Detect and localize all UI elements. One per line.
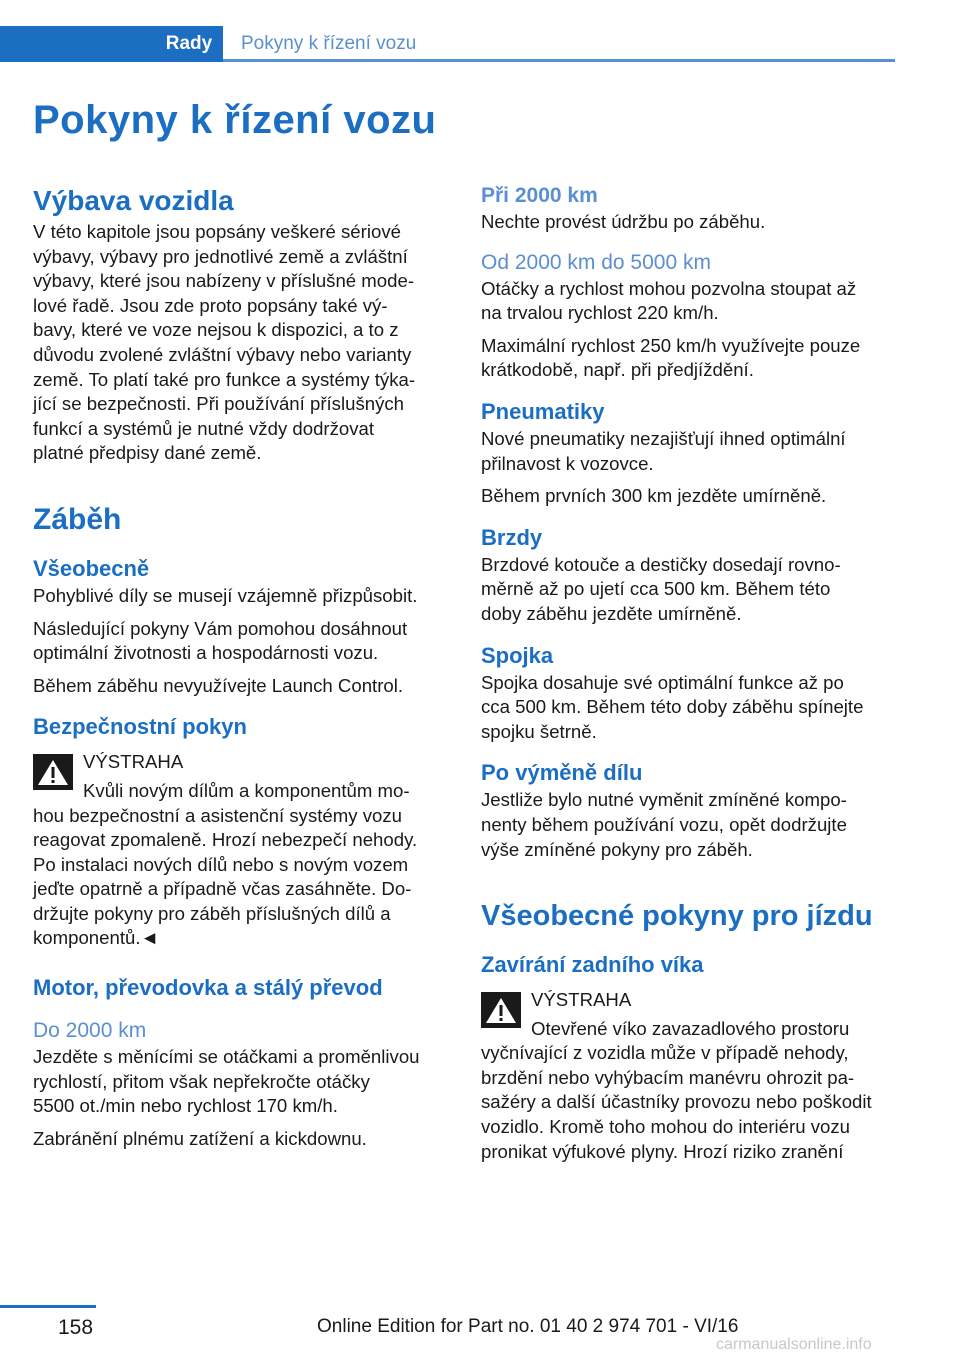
warning-label: VÝSTRAHA — [531, 989, 632, 1011]
heading-motor: Motor, převodovka a stálý převod — [33, 975, 383, 1001]
text-line: Nové pneumatiky nezajišťují ihned optimální — [481, 427, 846, 449]
heading-bezpecnostni-pokyn: Bezpečnostní pokyn — [33, 714, 247, 740]
text-line: Pohyblivé díly se musejí vzájemně přizpůsobit. — [33, 584, 418, 606]
text-line: jící se bezpečnosti. Při používání příslušných — [33, 393, 405, 415]
heading-vybava: Výbava vozidla — [33, 185, 234, 216]
heading-pri-2000-km: Při 2000 km — [481, 184, 598, 207]
watermark: carmanualsonline.info — [716, 1336, 872, 1353]
text-line: důvodu zvolené zvláštní výbavy nebo varianty — [33, 343, 412, 365]
text-line: Zabránění plnému zatížení a kickdownu. — [33, 1127, 367, 1149]
text-line: komponentů.◄ — [33, 927, 159, 949]
text-line: vyčnívající z vozidla může v případě nehody, — [481, 1042, 849, 1064]
heading-vseobecne-pokyny-pro-jizdu: Všeobecné pokyny pro jízdu — [481, 900, 873, 933]
heading-zavirani-zadniho-vika: Zavírání zadního víka — [481, 952, 704, 978]
paragraph-vybava — [33, 220, 453, 466]
text-line: Otáčky a rychlost mohou pozvolna stoupat až — [481, 277, 857, 299]
text-line: výbavy, výbavy pro jednotlivé země a zvláštní — [33, 245, 408, 267]
heading-od-2000-do-5000-km: Od 2000 km do 5000 km — [481, 250, 711, 274]
warning-block — [33, 750, 453, 951]
text-line: měrně až po ujetí cca 500 km. Během této — [481, 578, 831, 600]
heading-zabeh: Záběh — [33, 502, 122, 536]
running-header — [0, 26, 895, 62]
header-rule — [223, 59, 895, 62]
page-title: Pokyny k řízení vozu — [33, 98, 437, 142]
text-line: Během záběhu nevyužívejte Launch Control. — [33, 674, 404, 696]
heading-spojka: Spojka — [481, 642, 554, 668]
text-line: vozidlo. Kromě toho mohou do interiéru vozu — [481, 1116, 850, 1138]
header-accent-block — [0, 26, 155, 62]
edition-note: Online Edition for Part no. 01 40 2 974 701 - VI/16 — [317, 1316, 739, 1337]
text-line: držujte pokyny pro záběh příslušných dílů a — [33, 902, 391, 924]
text-line: Po instalaci nových dílů nebo s novým vozem — [33, 853, 409, 875]
text-line: sažéry a další účastníky provozu nebo poškodit — [481, 1091, 872, 1113]
text-line: Jestliže bylo nutné vyměnit zmíněné kompo‐ — [481, 789, 847, 811]
text-line: Jezděte s měnícími se otáčkami a proměnlivou — [33, 1046, 420, 1068]
text-line: doby záběhu jezděte umírněně. — [481, 602, 742, 624]
text-line: V této kapitole jsou popsány veškeré sériové — [33, 221, 401, 242]
text-line: cca 500 km. Během této doby záběhu spínejte — [481, 696, 864, 718]
text-line: výbavy, které jsou nabízeny v příslušné mode‐ — [33, 270, 415, 292]
text-line: Brzdové kotouče a destičky dosedají rovno‐ — [481, 553, 841, 575]
text-line: funkcí a systémů je nutné vždy dodržovat — [33, 417, 375, 439]
text-line: Následující pokyny Vám pomohou dosáhnout — [33, 617, 408, 639]
warning-block — [481, 988, 901, 1164]
text-line: spojku šetrně. — [481, 720, 597, 742]
header-chapter-title: Pokyny k řízení vozu — [241, 33, 417, 54]
right-column — [481, 182, 901, 1164]
text-line: rychlostí, přitom však nepřekročte otáčky — [33, 1070, 370, 1092]
heading-po-vymene-dilu: Po výměně dílu — [481, 760, 643, 786]
warning-triangle-icon — [33, 754, 73, 790]
text-line: pronikat výfukové plyny. Hrozí riziko zranění — [481, 1140, 844, 1162]
heading-pneumatiky: Pneumatiky — [481, 398, 605, 424]
left-column — [33, 182, 453, 1151]
text-line: na trvalou rychlost 220 km/h. — [481, 302, 719, 324]
text-line: jeďte opatrně a případně včas zasáhněte. Do‐ — [33, 878, 412, 900]
text-line: přilnavost k vozovce. — [481, 452, 654, 474]
warning-triangle-icon — [481, 992, 521, 1028]
footer-rule — [0, 1305, 96, 1308]
heading-vseobecne: Všeobecně — [33, 555, 150, 581]
text-line: Maximální rychlost 250 km/h využívejte pouze — [481, 334, 861, 356]
text-line: Nechte provést údržbu po záběhu. — [481, 211, 766, 232]
text-line: brzdění nebo vyhýbacím manévru ohrozit pa‐ — [481, 1066, 855, 1088]
text-line: nenty během používání vozu, opět dodržujte — [481, 813, 847, 835]
heading-brzdy: Brzdy — [481, 524, 543, 550]
text-line: platné předpisy dané země. — [33, 442, 262, 464]
page-number: 158 — [58, 1316, 94, 1339]
text-line: bavy, které ve voze nejsou k dispozici, a to z — [33, 319, 399, 341]
warning-label: VÝSTRAHA — [83, 751, 184, 773]
text-line: Kvůli novým dílům a komponentům mo‐ — [83, 779, 410, 801]
text-line: reagovat zpomaleně. Hrozí nebezpečí nehody. — [33, 829, 418, 851]
heading-do-2000-km: Do 2000 km — [33, 1019, 147, 1043]
text-line: 5500 ot./min nebo rychlost 170 km/h. — [33, 1095, 338, 1117]
section-tab-rady[interactable]: Rady — [155, 26, 223, 62]
text-line: Během prvních 300 km jezděte umírněně. — [481, 485, 827, 507]
text-line: výše zmíněné pokyny pro záběh. — [481, 838, 753, 860]
text-line: krátkodobě, např. při předjíždění. — [481, 359, 754, 381]
text-line: Otevřené víko zavazadlového prostoru — [531, 1017, 850, 1039]
text-line: lové řadě. Jsou zde proto popsány také vý‐ — [33, 294, 388, 316]
text-line: Spojka dosahuje své optimální funkce až po — [481, 671, 844, 693]
text-line: země. To platí také pro funkce a systémy týka‐ — [33, 368, 416, 390]
text-line: optimální životnosti a hospodárnosti vozu. — [33, 642, 379, 664]
text-line: hou bezpečnostní a asistenční systémy vozu — [33, 804, 402, 826]
